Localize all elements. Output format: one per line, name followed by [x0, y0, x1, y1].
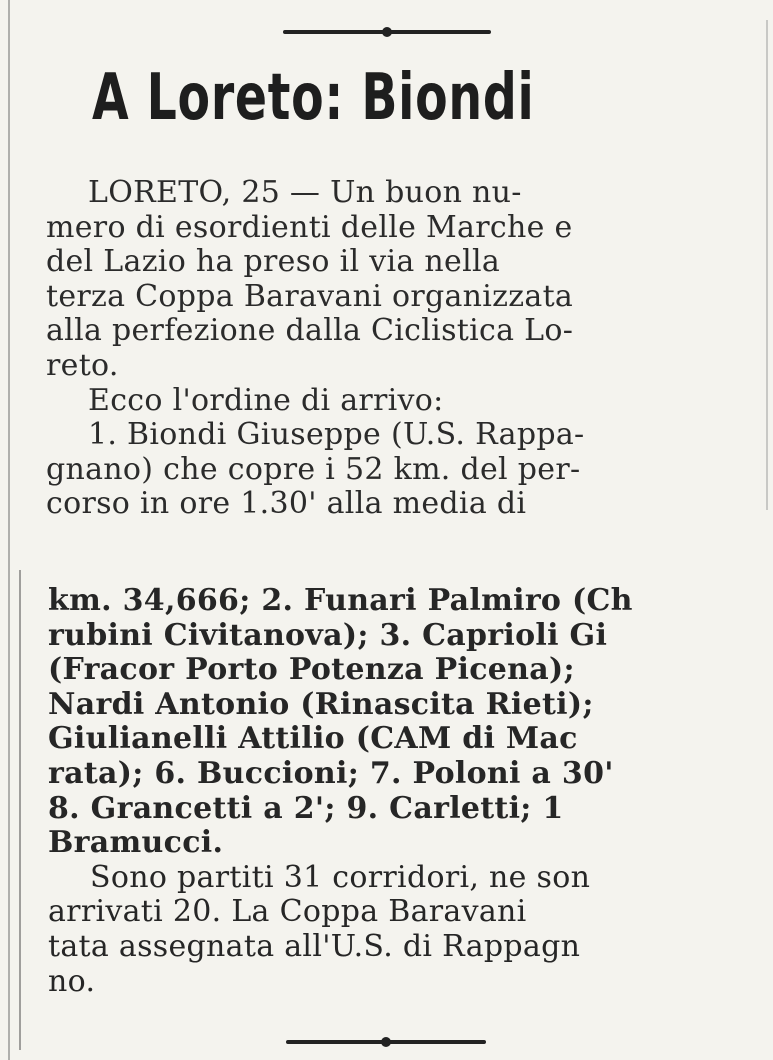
text-line: (Fracor Porto Potenza Picena); [48, 653, 575, 688]
text-line: Sono partiti 31 corridori, ne son [90, 860, 591, 895]
text-line: reto. [46, 348, 119, 383]
text-line: arrivati 20. La Coppa Baravani [48, 895, 527, 930]
text-line: gnano) che copre i 52 km. del per- [46, 452, 581, 487]
headline: A Loreto: Biondi [92, 61, 535, 135]
text-line: km. 34,666; 2. Funari Palmiro (Ch [48, 584, 633, 618]
text-line: Bramucci. [48, 826, 224, 861]
text-line: terza Coppa Baravani organizzata [46, 279, 574, 314]
top-ornamental-rule [283, 30, 491, 34]
rule-dot [381, 1037, 391, 1047]
rule-dot [382, 27, 392, 37]
text-line: corso in ore 1.30' alla media di [46, 487, 527, 522]
clipping-edge-left-inner [19, 570, 21, 1050]
clipping-edge-left [8, 0, 10, 1060]
text-line: 1. Biondi Giuseppe (U.S. Rappa- [88, 418, 585, 453]
bottom-ornamental-rule [286, 1040, 486, 1044]
text-line: no. [48, 964, 96, 999]
clipping-edge-right [766, 20, 768, 510]
text-line: rata); 6. Buccioni; 7. Poloni a 30' [48, 756, 614, 791]
text-line: mero di esordienti delle Marche e [46, 210, 573, 245]
article-column-1 [46, 176, 756, 556]
text-line: tata assegnata all'U.S. di Rappagn [48, 929, 581, 964]
text-line: rubini Civitanova); 3. Caprioli Gi [48, 618, 608, 653]
text-line: Nardi Antonio (Rinascita Rieti); [48, 687, 594, 722]
text-line: Ecco l'ordine di arrivo: [88, 383, 444, 418]
text-line: Giulianelli Attilio (CAM di Mac [48, 722, 578, 757]
text-line: LORETO, 25 — Un buon nu- [88, 176, 522, 210]
article-column-2 [48, 584, 712, 1024]
text-line: del Lazio ha preso il via nella [46, 245, 501, 280]
text-line: alla perfezione dalla Ciclistica Lo- [46, 314, 574, 349]
text-line: 8. Grancetti a 2'; 9. Carletti; 1 [48, 791, 564, 826]
